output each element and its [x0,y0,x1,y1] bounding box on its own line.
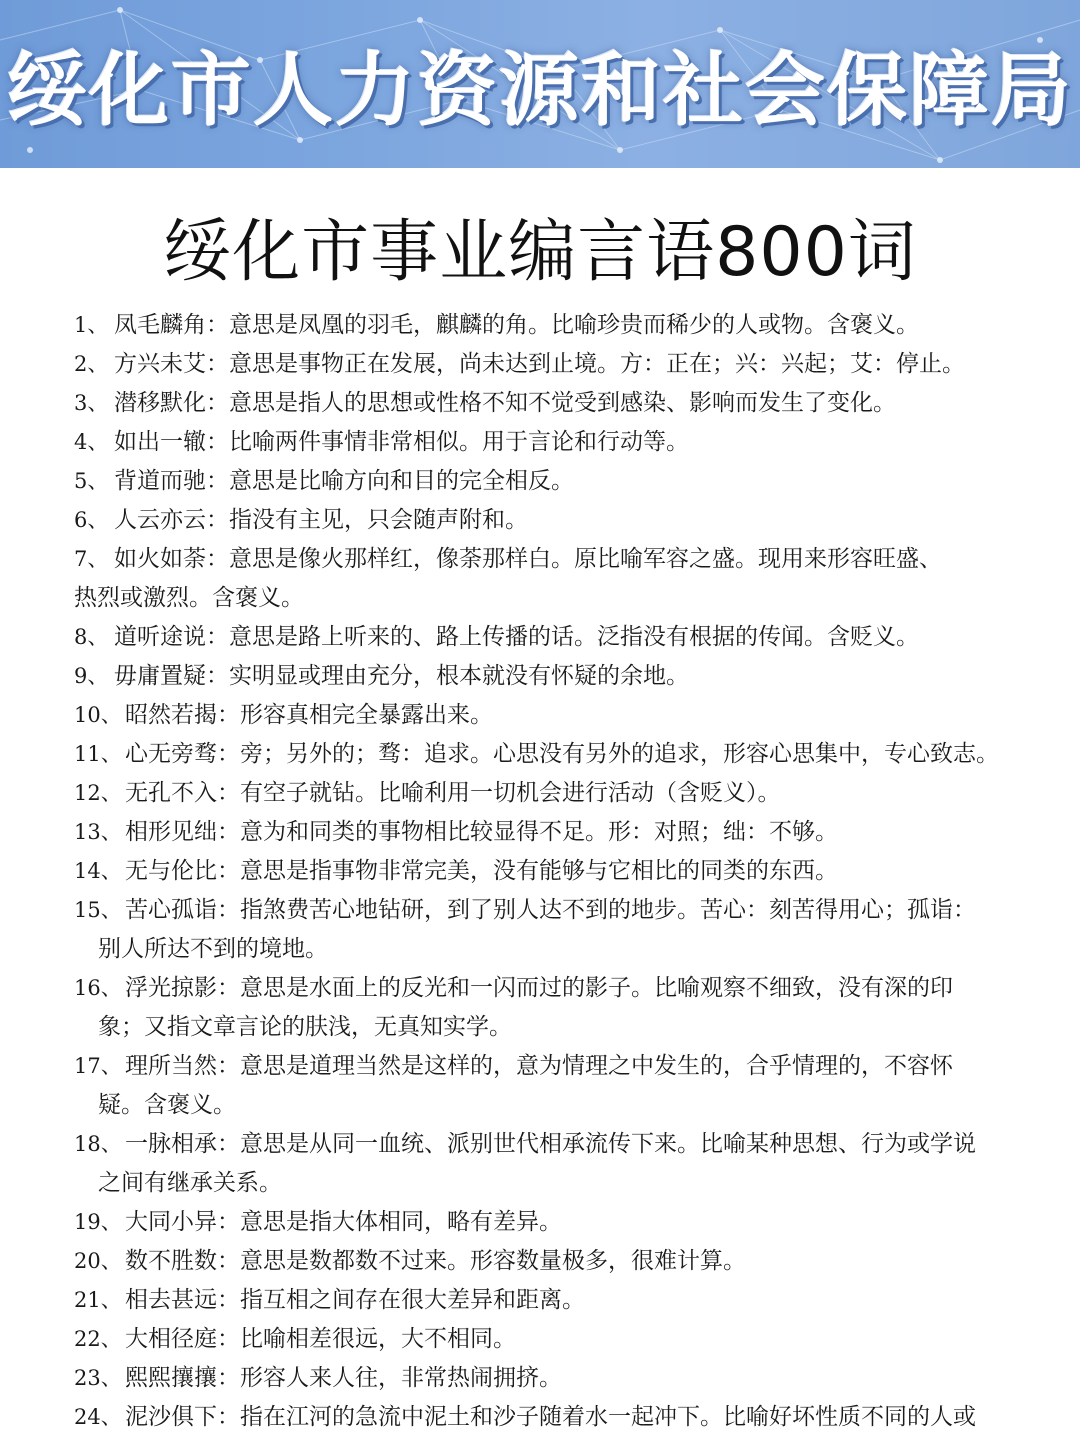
item-number: 12、 [74,781,122,805]
list-item [0,1398,1080,1437]
header-banner [0,0,1080,168]
item-number: 4、 [74,430,109,454]
item-number: 5、 [74,469,109,493]
item-number: 21、 [74,1288,122,1312]
list-item [0,696,1080,735]
item-number: 17、 [74,1054,122,1078]
item-number: 10、 [74,703,122,727]
item-text: 背道而驰：意思是比喻方向和目的完全相反。 [114,468,574,494]
item-text: 凤毛麟角：意思是凤凰的羽毛，麒麟的角。比喻珍贵而稀少的人或物。含褒义。 [114,312,919,338]
item-text: 人云亦云：指没有主见，只会随声附和。 [114,507,528,533]
item-number: 20、 [74,1249,122,1273]
page-title: 绥化市事业编言语800词 [163,213,917,292]
item-number: 2、 [74,352,109,376]
item-number: 3、 [74,391,109,415]
item-text-continuation: 象；又指文章言论的肤浅，无真知实学。 [98,1014,512,1040]
item-text: 理所当然：意思是道理当然是这样的，意为情理之中发生的，合乎情理的，不容怀 [125,1053,953,1079]
banner-title: 绥化市人力资源和社会保障局 [7,44,1073,137]
item-text: 毋庸置疑：实明显或理由充分，根本就没有怀疑的余地。 [114,663,689,689]
item-text: 如出一辙：比喻两件事情非常相似。用于言论和行动等。 [114,429,689,455]
item-number: 18、 [74,1132,122,1156]
item-number: 22、 [74,1327,122,1351]
list-item [0,345,1080,384]
item-text: 相去甚远：指互相之间存在很大差异和距离。 [125,1287,585,1313]
item-text: 无与伦比：意思是指事物非常完美，没有能够与它相比的同类的东西。 [125,858,838,884]
list-item [0,1320,1080,1359]
item-number: 14、 [74,859,122,883]
item-number: 15、 [74,898,122,922]
item-text: 潜移默化：意思是指人的思想或性格不知不觉受到感染、影响而发生了变化。 [114,390,896,416]
item-text: 大相径庭：比喻相差很远，大不相同。 [125,1326,516,1352]
list-item [0,1359,1080,1398]
item-number: 19、 [74,1210,122,1234]
list-item [0,1281,1080,1320]
item-number: 1、 [74,313,109,337]
item-number: 6、 [74,508,109,532]
item-number: 9、 [74,664,109,688]
list-item [0,540,1080,618]
item-text: 数不胜数：意思是数都数不过来。形容数量极多，很难计算。 [125,1248,746,1274]
list-item [0,735,1080,774]
list-item [0,1242,1080,1281]
list-item [0,774,1080,813]
item-text-continuation: 疑。含褒义。 [98,1092,236,1118]
item-text: 无孔不入：有空子就钻。比喻利用一切机会进行活动（含贬义）。 [125,780,781,806]
list-item [0,384,1080,423]
list-item [0,1203,1080,1242]
item-number: 7、 [74,547,109,571]
item-number: 23、 [74,1366,122,1390]
item-number: 11、 [74,742,122,766]
list-item [0,813,1080,852]
item-text: 泥沙俱下：指在江河的急流中泥土和沙子随着水一起冲下。比喻好坏性质不同的人或 [125,1404,976,1430]
item-text-continuation: 之间有继承关系。 [98,1170,282,1196]
list-item [0,618,1080,657]
list-item [0,306,1080,345]
list-item [0,501,1080,540]
item-text: 如火如荼：意思是像火那样红，像荼那样白。原比喻军容之盛。现用来形容旺盛、 [114,546,942,572]
item-text: 道听途说：意思是路上听来的、路上传播的话。泛指没有根据的传闻。含贬义。 [114,624,919,650]
item-text: 大同小异：意思是指大体相同，略有差异。 [125,1209,562,1235]
item-number: 8、 [74,625,109,649]
item-text: 浮光掠影：意思是水面上的反光和一闪而过的影子。比喻观察不细致，没有深的印 [125,975,953,1001]
list-item [0,1125,1080,1203]
item-text: 方兴未艾：意思是事物正在发展，尚未达到止境。方：正在；兴：兴起；艾：停止。 [114,351,965,377]
item-text: 熙熙攘攘：形容人来人往，非常热闹拥挤。 [125,1365,562,1391]
item-text-continuation: 别人所达不到的境地。 [98,936,328,962]
item-text: 昭然若揭：形容真相完全暴露出来。 [125,702,493,728]
item-text: 苦心孤诣：指煞费苦心地钻研，到了别人达不到的地步。苦心：刻苦得用心；孤诣： [125,897,976,923]
list-item [0,852,1080,891]
list-item [0,423,1080,462]
item-text: 相形见绌：意为和同类的事物相比较显得不足。形：对照；绌：不够。 [125,819,838,845]
item-number: 16、 [74,976,122,1000]
list-item [0,1047,1080,1125]
idiom-list [0,306,1080,1437]
item-text-continuation: 热烈或激烈。含褒义。 [74,585,304,611]
list-item [0,891,1080,969]
item-number: 24、 [74,1405,122,1429]
item-text: 心无旁骛：旁；另外的；骛：追求。心思没有另外的追求，形容心思集中，专心致志。 [125,741,999,767]
list-item [0,969,1080,1047]
list-item [0,657,1080,696]
item-number: 13、 [74,820,122,844]
list-item [0,462,1080,501]
item-text: 一脉相承：意思是从同一血统、派别世代相承流传下来。比喻某种思想、行为或学说 [125,1131,976,1157]
